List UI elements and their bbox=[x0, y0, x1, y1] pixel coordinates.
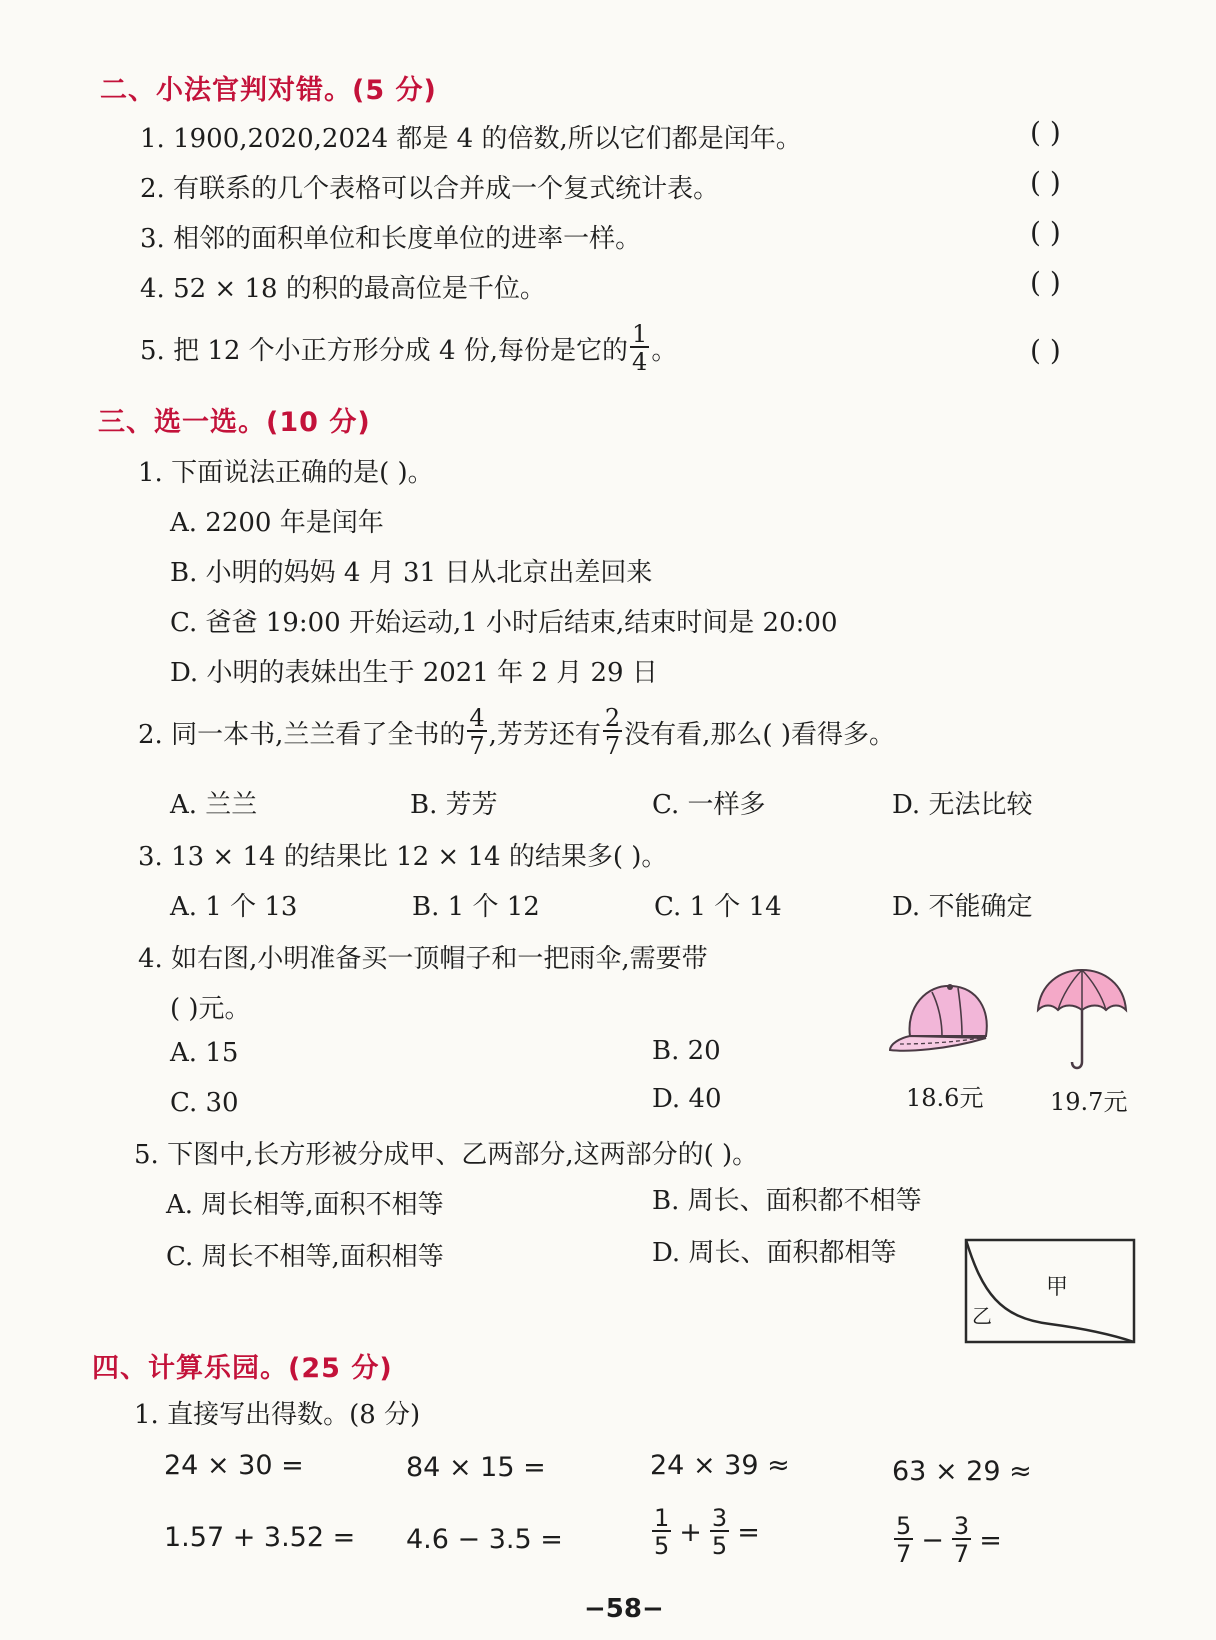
section4-title: 四、计算乐园。(25 分) bbox=[92, 1353, 393, 1384]
choice-q3-option-d[interactable]: D. 不能确定 bbox=[892, 892, 1033, 922]
judge-item-3: 3. 相邻的面积单位和长度单位的进率一样。 bbox=[140, 224, 642, 254]
answer-blank-1[interactable]: ( ) bbox=[1030, 116, 1061, 149]
choice-q3-option-c[interactable]: C. 1 个 14 bbox=[654, 892, 782, 922]
calc-expr-5: 1.57 + 3.52 = bbox=[164, 1522, 356, 1553]
judge-item-1: 1. 1900,2020,2024 都是 4 的倍数,所以它们都是闰年。 bbox=[140, 124, 802, 154]
judge-item-2: 2. 有联系的几个表格可以合并成一个复式统计表。 bbox=[140, 174, 720, 204]
choice-q2-option-d[interactable]: D. 无法比较 bbox=[892, 790, 1033, 820]
choice-q5-option-a[interactable]: A. 周长相等,面积不相等 bbox=[166, 1190, 444, 1220]
choice-q4-stem-line1: 4. 如右图,小明准备买一顶帽子和一把雨伞,需要带 bbox=[138, 944, 708, 974]
choice-q3-stem: 3. 13 × 14 的结果比 12 × 14 的结果多( )。 bbox=[138, 842, 668, 872]
choice-q1-option-b[interactable]: B. 小明的妈妈 4 月 31 日从北京出差回来 bbox=[170, 558, 653, 588]
choice-q4-stem-line2: ( )元。 bbox=[170, 994, 251, 1024]
choice-q2-option-b[interactable]: B. 芳芳 bbox=[410, 790, 498, 820]
choice-q2-option-a[interactable]: A. 兰兰 bbox=[170, 790, 258, 820]
judge-item-4: 4. 52 × 18 的积的最高位是千位。 bbox=[140, 274, 546, 304]
page-number: −58− bbox=[584, 1594, 664, 1624]
judge-item-5-text: 5. 把 12 个小正方形分成 4 份,每份是它的 bbox=[140, 335, 629, 366]
choice-q3-option-a[interactable]: A. 1 个 13 bbox=[170, 892, 298, 922]
calc-subtitle: 1. 直接写出得数。(8 分) bbox=[134, 1400, 421, 1430]
choice-q3-option-b[interactable]: B. 1 个 12 bbox=[412, 892, 540, 922]
choice-q2-option-c[interactable]: C. 一样多 bbox=[652, 790, 766, 820]
choice-q4-option-b[interactable]: B. 20 bbox=[652, 1036, 721, 1066]
fraction-one-quarter: $\frac{1}{4}$ bbox=[632, 320, 648, 376]
choice-q5-option-d[interactable]: D. 周长、面积都相等 bbox=[652, 1238, 897, 1268]
choice-q5-option-c[interactable]: C. 周长不相等,面积相等 bbox=[166, 1242, 444, 1272]
calc-expr-3: 24 × 39 ≈ bbox=[650, 1450, 790, 1481]
section3-title: 三、选一选。(10 分) bbox=[98, 407, 371, 438]
calc-expr-1: 24 × 30 = bbox=[164, 1450, 304, 1481]
umbrella-icon bbox=[1032, 966, 1132, 1076]
fraction-four-sevenths: $\frac{4}{7}$ bbox=[469, 704, 485, 760]
calc-expr-8: $\frac{5}{7}$ − $\frac{3}{7}$ = bbox=[896, 1512, 1002, 1568]
judge-item-5: 5. 把 12 个小正方形分成 4 份,每份是它的 $\frac{1}{4}$ 。 bbox=[140, 320, 678, 376]
calc-expr-4: 63 × 29 ≈ bbox=[892, 1456, 1032, 1487]
calc-expr-7: $\frac{1}{5}$ + $\frac{3}{5}$ = bbox=[654, 1504, 760, 1560]
choice-q1-option-d[interactable]: D. 小明的表妹出生于 2021 年 2 月 29 日 bbox=[170, 658, 658, 688]
answer-blank-4[interactable]: ( ) bbox=[1030, 266, 1061, 299]
choice-q5-option-b[interactable]: B. 周长、面积都不相等 bbox=[652, 1186, 922, 1216]
choice-q4-option-c[interactable]: C. 30 bbox=[170, 1088, 239, 1118]
choice-q1-option-c[interactable]: C. 爸爸 19:00 开始运动,1 小时后结束,结束时间是 20:00 bbox=[170, 608, 838, 638]
cap-icon bbox=[886, 978, 996, 1058]
choice-q5-stem: 5. 下图中,长方形被分成甲、乙两部分,这两部分的( )。 bbox=[134, 1140, 759, 1170]
answer-blank-2[interactable]: ( ) bbox=[1030, 166, 1061, 199]
choice-q1-stem: 1. 下面说法正确的是( )。 bbox=[138, 458, 434, 488]
calc-expr-6: 4.6 − 3.5 = bbox=[406, 1524, 563, 1555]
choice-q1-option-a[interactable]: A. 2200 年是闰年 bbox=[170, 508, 384, 538]
answer-blank-3[interactable]: ( ) bbox=[1030, 216, 1061, 249]
choice-q4-option-d[interactable]: D. 40 bbox=[652, 1084, 722, 1114]
fraction-two-sevenths: $\frac{2}{7}$ bbox=[604, 704, 621, 760]
choice-q2-stem: 2. 同一本书,兰兰看了全书的 $\frac{4}{7}$ ,芳芳还有 $\frac{2}{7}$ 没有看,那么( )看得多。 bbox=[138, 704, 895, 760]
calc-expr-2: 84 × 15 = bbox=[406, 1452, 546, 1483]
section2-title: 二、小法官判对错。(5 分) bbox=[100, 75, 437, 106]
region-jia-label: 甲 bbox=[1046, 1275, 1069, 1300]
cap-price: 18.6元 bbox=[906, 1084, 984, 1112]
choice-q4-option-a[interactable]: A. 15 bbox=[170, 1038, 239, 1068]
region-yi-label: 乙 bbox=[972, 1304, 992, 1328]
answer-blank-5[interactable]: ( ) bbox=[1030, 334, 1061, 367]
umbrella-price: 19.7元 bbox=[1050, 1088, 1128, 1116]
